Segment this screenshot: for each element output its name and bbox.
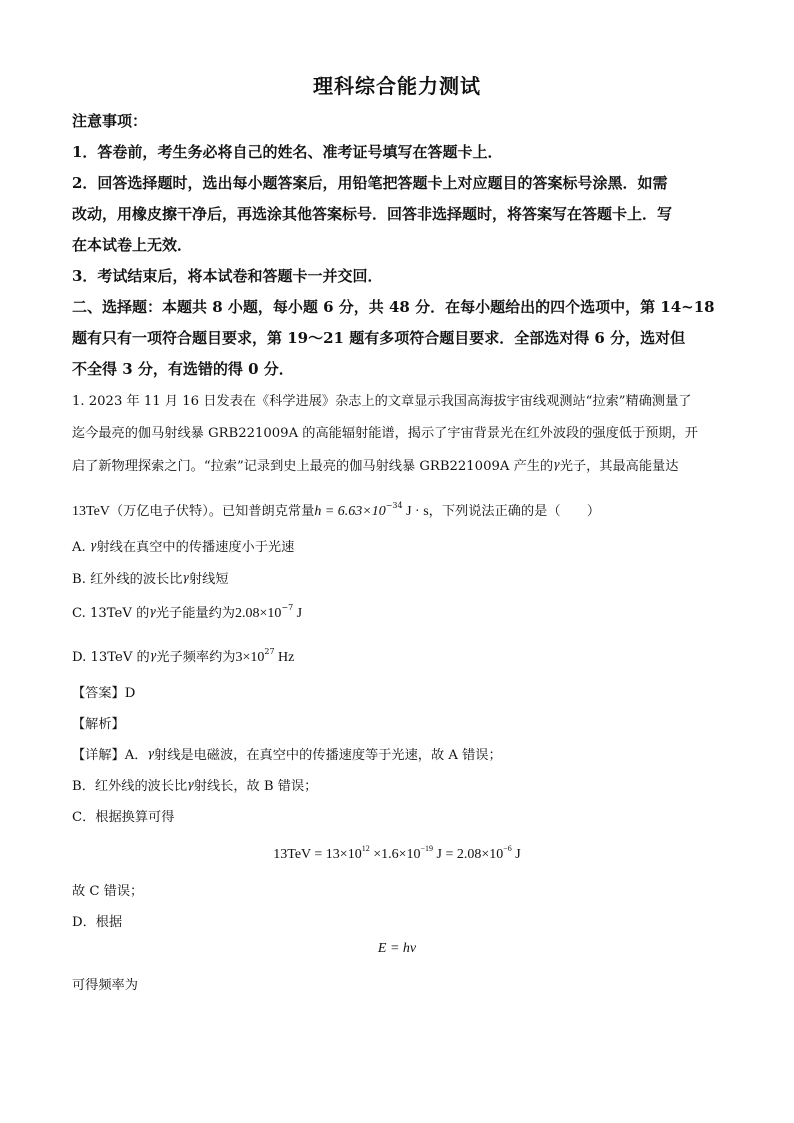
analysis-label: 【解析】: [72, 717, 125, 732]
detail-d: D．根据: [72, 915, 123, 930]
gamma-symbol: γ: [553, 458, 560, 471]
section-instructions-line-3: 不全得 3 分，有选错的得 0 分．: [72, 360, 294, 378]
photon-energy-equation: E = hν: [377, 941, 417, 956]
planck-constant: h = 6.63×10: [314, 504, 386, 519]
notice-item-2-line-2: 改动，用橡皮擦干净后，再选涂其他答案标号．回答非选择题时，将答案写在答题卡上．写: [72, 205, 673, 223]
section-instructions-line-1: 二、选择题：本题共 8 小题，每小题 6 分，共 48 分．在每小题给出的四个选项中，第 14~18: [72, 298, 715, 316]
answer-label: 【答案】D: [72, 686, 136, 701]
conclusion-c: 故 C 错误；: [72, 884, 144, 899]
detail-c: C．根据换算可得: [72, 810, 175, 825]
notice-item-1: 1．答卷前，考生务必将自己的姓名、准考证号填写在答题卡上．: [72, 143, 503, 161]
detail-a: 【详解】A．γ射线是电磁波，在真空中的传播速度等于光速，故 A 错误；: [72, 747, 502, 763]
gamma-symbol: γ: [149, 605, 156, 618]
frequency-label: 可得频率为: [72, 978, 138, 993]
section-instructions-line-2: 题有只有一项符合题目要求，第 19～21 题有多项符合题目要求．全部选对得 6 分，选对但: [72, 329, 686, 347]
question-text-line-2: 迄今最亮的伽马射线暴 GRB221009A 的高能辐射能谱，揭示了宇宙背景光在红外波段的强度低于预期，开: [72, 426, 698, 441]
gamma-symbol: γ: [147, 747, 155, 760]
option-a: A. γ射线在真空中的传播速度小于光速: [72, 539, 295, 555]
detail-b: B．红外线的波长比γ射线长，故 B 错误；: [72, 778, 318, 794]
notice-item-2-line-3: 在本试卷上无效．: [72, 236, 193, 254]
gamma-symbol: γ: [89, 539, 97, 552]
question-text-line-4: 13TeV（万亿电子伏特）。已知普朗克常量$h = 6.63\times 10^{-34}$ J · s，下列说法正确的是（ ）: [72, 501, 601, 519]
gamma-symbol: γ: [187, 778, 194, 791]
option-b: B. 红外线的波长比γ射线短: [72, 571, 229, 587]
page-title: 理科综合能力测试: [313, 74, 481, 98]
energy-conversion-equation: $13TeV = 13\times 10^{12} \times 1.6\times 10^{-19}$ $J = 2.08\times 10^{-6}$ J: [273, 844, 521, 862]
option-d: D. 13TeV 的γ光子频率约为$3\times 10^{27}$ Hz: [72, 647, 295, 665]
notice-item-2-line-1: 2．回答选择题时，选出每小题答案后，用铅笔把答题卡上对应题目的答案标号涂黑．如需: [72, 174, 668, 192]
notice-item-3: 3．考试结束后，将本试卷和答题卡一并交回．: [72, 267, 383, 285]
gamma-symbol: γ: [182, 571, 189, 584]
notice-heading: 注意事项：: [72, 112, 148, 130]
option-c: C. 13TeV 的γ光子能量约为$2.08\times 10^{-7}$ J: [72, 603, 303, 621]
question-text-line-3: 启了新物理探索之门。“拉索”记录到史上最亮的伽马射线暴 GRB221009A 产生的γ光子，其最高能量达: [72, 458, 679, 474]
gamma-symbol: γ: [149, 649, 157, 662]
question-text-line-1: 1. 2023 年 11 月 16 日发表在《科学进展》杂志上的文章显示我国高海拔宇宙线观测站“拉索”精确测量了: [72, 394, 692, 409]
